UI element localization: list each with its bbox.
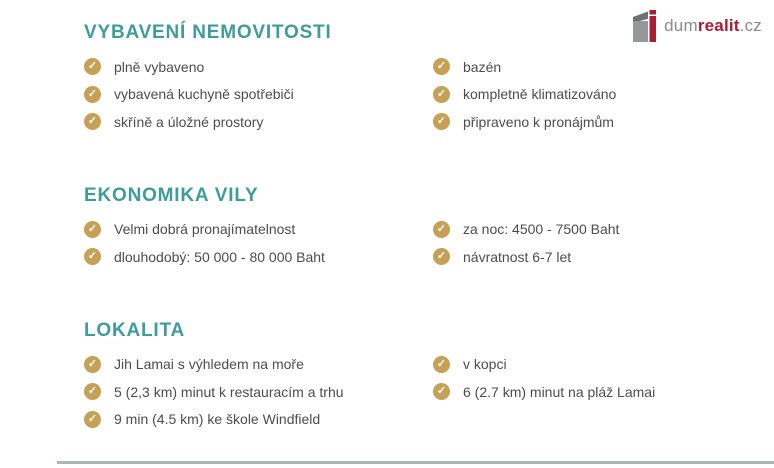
feature-list-right — [433, 351, 760, 406]
section-title: VYBAVENÍ NEMOVITOSTI — [84, 22, 332, 43]
feature-item — [84, 53, 433, 81]
feature-item — [84, 351, 433, 379]
check-icon: ✓ — [433, 221, 450, 238]
feature-label: v kopci — [463, 356, 507, 373]
check-icon: ✓ — [84, 383, 101, 400]
feature-list-left — [84, 53, 433, 136]
feature-label: připraveno k pronájmům — [463, 113, 614, 130]
feature-label: 9 min (4.5 km) ke škole Windfield — [114, 411, 321, 428]
logo-suffix: .cz — [739, 16, 762, 35]
feature-item — [84, 216, 433, 244]
check-icon: ✓ — [84, 356, 101, 373]
check-icon: ✓ — [433, 113, 450, 130]
logo-accent: realit — [697, 16, 740, 35]
feature-list-right — [433, 216, 760, 271]
section-locality — [84, 320, 760, 434]
feature-item — [84, 378, 433, 406]
feature-label: 6 (2.7 km) minut na pláž Lamai — [463, 383, 656, 400]
property-details — [84, 22, 760, 433]
feature-label: plně vybaveno — [114, 58, 205, 75]
feature-label: Jih Lamai s výhledem na moře — [114, 356, 304, 373]
feature-list-left — [84, 216, 433, 271]
feature-label: bazén — [463, 58, 502, 75]
feature-list-left — [84, 351, 433, 434]
feature-item — [84, 108, 433, 136]
section-equipment — [84, 22, 760, 136]
check-icon: ✓ — [433, 356, 450, 373]
check-icon: ✓ — [84, 58, 101, 75]
feature-label: 5 (2,3 km) minut k restauracím a trhu — [114, 383, 344, 400]
logo-prefix: dum — [664, 16, 698, 35]
feature-item — [433, 351, 760, 379]
check-icon: ✓ — [84, 248, 101, 265]
feature-item — [433, 81, 760, 109]
check-icon: ✓ — [433, 86, 450, 103]
feature-label: Velmi dobrá pronajímatelnost — [114, 221, 296, 238]
feature-label: kompletně klimatizováno — [463, 86, 617, 103]
feature-item — [433, 53, 760, 81]
check-icon: ✓ — [84, 221, 101, 238]
feature-label: za noc: 4500 - 7500 Baht — [463, 221, 620, 238]
feature-list-right — [433, 53, 760, 136]
check-icon: ✓ — [84, 411, 101, 428]
feature-item — [84, 81, 433, 109]
check-icon: ✓ — [433, 248, 450, 265]
check-icon: ✓ — [84, 113, 101, 130]
feature-item — [84, 406, 433, 434]
section-title: EKONOMIKA VILY — [84, 184, 259, 206]
check-icon: ✓ — [84, 86, 101, 103]
feature-label: dlouhodobý: 50 000 - 80 000 Baht — [114, 248, 325, 265]
check-icon: ✓ — [433, 58, 450, 75]
check-icon: ✓ — [433, 383, 450, 400]
feature-item — [433, 378, 760, 406]
feature-item — [433, 243, 760, 271]
feature-label: návratnost 6-7 let — [463, 248, 572, 265]
feature-item — [433, 216, 760, 244]
feature-label: vybavená kuchyně spotřebiči — [114, 86, 294, 103]
bottom-divider — [57, 461, 774, 464]
feature-label: skříně a úložné prostory — [114, 113, 264, 130]
section-title: LOKALITA — [84, 319, 186, 341]
feature-item — [433, 108, 760, 136]
feature-item — [84, 243, 433, 271]
section-economy — [84, 185, 760, 271]
